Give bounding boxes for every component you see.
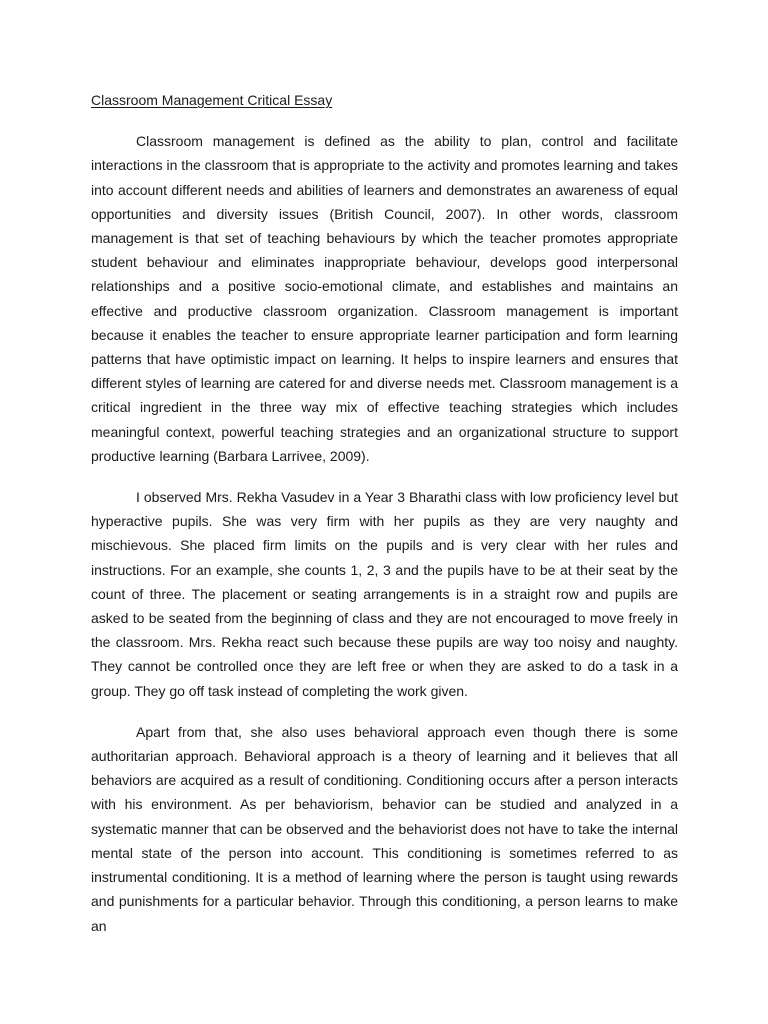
document-page <box>91 88 678 955</box>
paragraph-behavioral-approach: Apart from that, she also uses behavioral approach even though there is some authoritarian approach. Behavioral approach is a theory of learning and it believes that all behaviors are acquired as a result of conditioning. Conditioning occurs after a person interacts with his environment. As per behaviorism, behavior can be studied and analyzed in a systematic manner that can be observed and the behaviorist does not have to take the internal mental state of the person into account. This conditioning is sometimes referred to as instrumental conditioning. It is a method of learning where the person is taught using rewards and punishments for a particular behavior. Through this conditioning, a person learns to make an <box>91 723 678 934</box>
paragraph-classroom-management-definition: Classroom management is defined as the ability to plan, control and facilitate interactions in the classroom that is appropriate to the activity and promotes learning and takes into account different needs and abilities of learners and demonstrates an awareness of equal opportunities and diversity issues (British Council, 2007). In other words, classroom management is that set of teaching behaviours by which the teacher promotes appropriate student behaviour and eliminates inappropriate behaviour, develops good interpersonal relationships and a positive socio-emotional climate, and establishes and maintains an effective and productive classroom organization. Classroom management is important because it enables the teacher to ensure appropriate learner participation and form learning patterns that have optimistic impact on learning. It helps to inspire learners and ensures that different styles of learning are catered for and diverse needs met. Classroom management is a critical ingredient in the three way mix of effective teaching strategies which includes meaningful context, powerful teaching strategies and an organizational structure to support productive learning (Barbara Larrivee, 2009). <box>91 133 678 464</box>
essay-title: Classroom Management Critical Essay <box>91 92 333 108</box>
paragraph-observation: I observed Mrs. Rekha Vasudev in a Year 3 Bharathi class with low proficiency level but hyperactive pupils. She was very firm with her pupils as they are very naughty and mischievous. She placed firm limits on the pupils and is very clear with her rules and instructions. For an example, she counts 1, 2, 3 and the pupils have to be at their seat by the count of three. The placement or seating arrangements is in a straight row and pupils are asked to be seated from the beginning of class and they are not encouraged to move freely in the classroom. Mrs. Rekha react such because these pupils are way too noisy and naughty. They cannot be controlled once they are left free or when they are asked to do a task in a group. They go off task instead of completing the work given. <box>91 489 678 699</box>
